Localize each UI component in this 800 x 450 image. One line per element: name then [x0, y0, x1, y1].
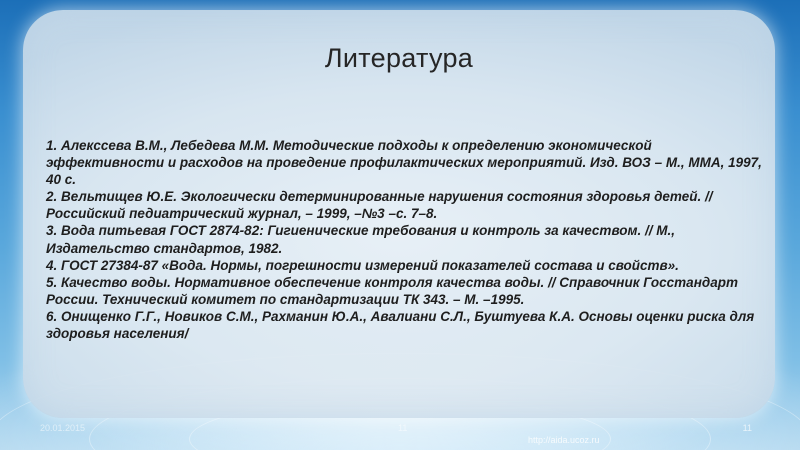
content-panel [23, 10, 775, 418]
page-number: 11 [742, 423, 752, 433]
slide-footer [0, 416, 800, 450]
footer-date: 20.01.2015 [40, 423, 86, 433]
reference-item: 1. Алекссева В.М., Лебедева М.М. Методические подходы к определению экономической эффективности и расходов на проведение профилактических мероприятий. Изд. ВОЗ – М., ММА, 1997, 40 с. [46, 138, 762, 188]
footer-url-link[interactable]: http://aida.ucoz.ru [528, 435, 600, 445]
reference-item: 6. Онищенко Г.Г., Новиков С.М., Рахманин Ю.А., Авалиани С.Л., Буштуева К.А. Основы оценки риска для здоровья населения/ [46, 308, 755, 342]
reference-item: 3. Вода питьевая ГОСТ 2874-82: Гигиенические требования и контроль за качеством. // М., Издательство стандартов, 1982. [46, 223, 675, 256]
reference-item: 2. Вельтищев Ю.Е. Экологически детерминированные нарушения состояния здоровья детей. // Российский педиатрический журнал, – 1999, –№3 –с. 7–8. [46, 189, 713, 222]
reference-list [46, 137, 766, 342]
footer-center-number: 11 [398, 423, 408, 433]
slide-title: Литература [324, 43, 474, 73]
reference-item: 5. Качество воды. Нормативное обеспечение контроля качества воды. // Справочник Госстандарт России. Технический комитет по стандартизации ТК 343. – М. –1995. [46, 274, 738, 307]
reference-item: 4. ГОСТ 27384-87 «Вода. Нормы, погрешности измерений показателей состава и свойств». [46, 257, 679, 273]
